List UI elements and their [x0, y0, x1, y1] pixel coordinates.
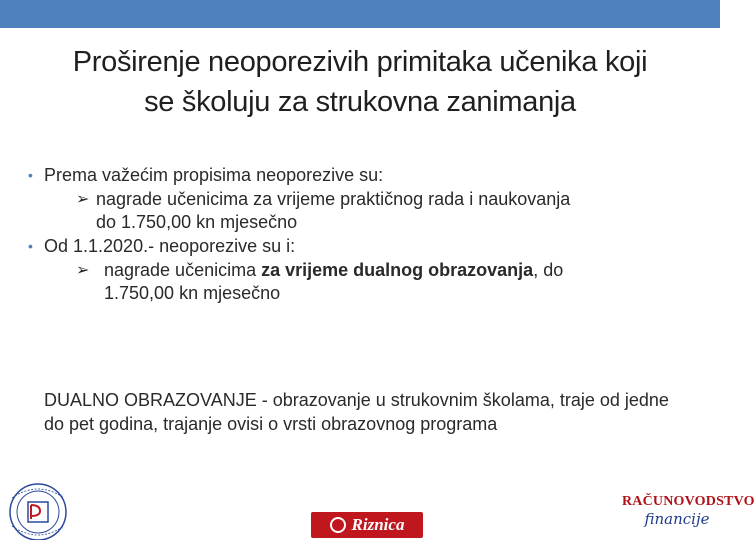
logo-right-title: RAČUNOVODSTVO	[622, 494, 755, 509]
bullet-text: Prema važećim propisima neoporezive su:	[44, 165, 384, 185]
bullet-item	[28, 164, 684, 187]
sub-bullet-text-post: , do	[533, 260, 564, 280]
sub-bullet-item	[76, 188, 684, 234]
sub-bullet-item	[76, 259, 684, 305]
racunovodstvo-financije-logo	[622, 494, 755, 540]
sub-bullet-text-line2: do 1.750,00 kn mjesečno	[96, 212, 298, 232]
arrow-right-icon: ➢	[76, 191, 90, 208]
dual-education-paragraph: DUALNO OBRAZOVANJE - obrazovanje u strukovnim školama, traje od jedne do pet godina, trajanje ovisi o vrsti obrazovnog programa	[44, 390, 669, 434]
bullet-dot-icon: •	[28, 238, 33, 254]
bullet-text: Od 1.1.2020.- neoporezive su i:	[44, 236, 296, 256]
title-line-1: Proširenje neoporezivih primitaka učenika koji	[72, 46, 648, 78]
slide-content	[28, 164, 684, 305]
bullet-dot-icon: •	[28, 167, 33, 183]
logo-right-subtitle: financije	[644, 510, 710, 528]
sub-bullet-text-pre: nagrade učenicima	[104, 260, 262, 280]
riznica-logo-text: Riznica	[351, 515, 405, 534]
riznica-seal-icon	[330, 517, 346, 533]
top-bar	[0, 0, 720, 28]
riznica-logo	[311, 512, 423, 538]
school-seal-logo-icon	[0, 478, 76, 540]
title-line-2: se školuju za strukovna zanimanja	[144, 86, 576, 118]
sub-bullet-text-line2: 1.750,00 kn mjesečno	[104, 283, 281, 303]
sub-bullet-text: nagrade učenicima za vrijeme praktičnog rada i naukovanja	[96, 189, 571, 209]
arrow-right-icon: ➢	[76, 262, 90, 279]
bullet-item	[28, 235, 684, 258]
slide-title	[30, 42, 690, 122]
sub-bullet-text-bold: za vrijeme dualnog obrazovanja	[261, 260, 534, 280]
